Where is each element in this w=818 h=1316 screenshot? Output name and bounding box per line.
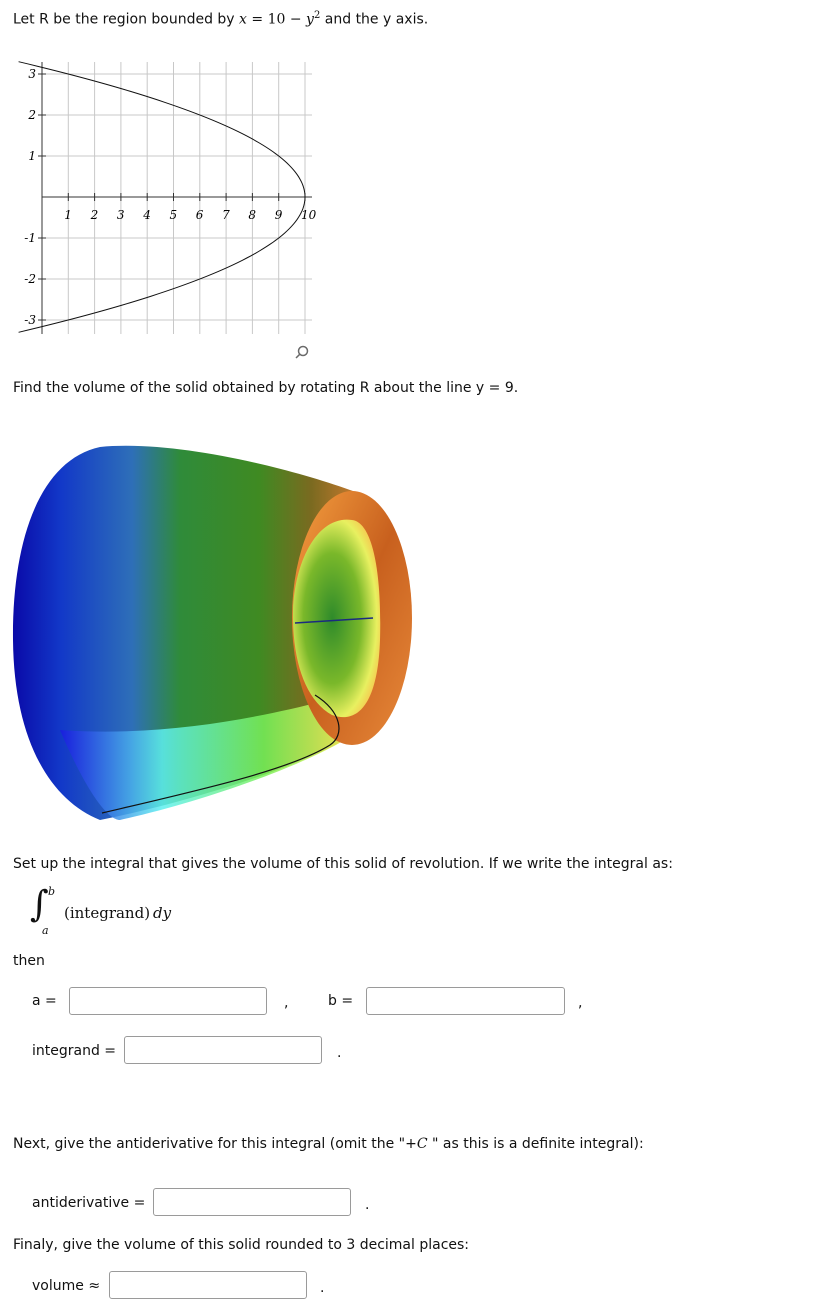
volume-input[interactable] bbox=[109, 1271, 307, 1299]
x-tick-label: 9 bbox=[274, 208, 283, 222]
setup-instructions: Set up the integral that gives the volume of this solid of revolution. If we write the integral as: bbox=[13, 856, 673, 872]
integrand-label: integrand = bbox=[32, 1043, 117, 1059]
a-input[interactable] bbox=[69, 987, 267, 1015]
x-tick-label: 8 bbox=[248, 208, 257, 222]
x-tick-labels bbox=[64, 208, 316, 222]
y-tick-label: 1 bbox=[28, 149, 36, 163]
x-tick-label: 1 bbox=[64, 208, 72, 222]
comma-after-b: , bbox=[578, 995, 583, 1011]
period-after-volume: . bbox=[320, 1280, 325, 1296]
region-graph bbox=[0, 55, 330, 365]
intro-prefix: Let R be the region bounded by bbox=[13, 11, 240, 28]
x-tick-label: 4 bbox=[143, 208, 151, 222]
b-label: b = bbox=[328, 993, 354, 1009]
graph-axes bbox=[42, 62, 312, 334]
intro-eq-exp: 2 bbox=[313, 10, 321, 21]
antiderivative-input[interactable] bbox=[153, 1188, 351, 1216]
graph-grid bbox=[42, 62, 312, 334]
intro-suffix: and the y axis. bbox=[320, 11, 429, 28]
integrand-text: (integrand) bbox=[64, 904, 151, 922]
y-tick-label: -2 bbox=[24, 272, 36, 286]
integral-sign: ∫ bbox=[30, 884, 49, 925]
y-tick-labels bbox=[24, 67, 36, 327]
rotation-question: Find the volume of the solid obtained by rotating R about the line y = 9. bbox=[13, 380, 519, 396]
period-after-antiderivative: . bbox=[365, 1197, 370, 1213]
antiderivative-text-prefix: Next, give the antiderivative for this integral (omit the "+ bbox=[13, 1136, 417, 1152]
x-tick-label: 6 bbox=[195, 208, 204, 222]
magnifier-icon[interactable] bbox=[296, 347, 308, 359]
comma-after-a: , bbox=[284, 995, 289, 1011]
y-tick-label: -1 bbox=[24, 231, 36, 245]
y-tick-label: -3 bbox=[24, 313, 36, 327]
x-tick-label: 7 bbox=[222, 208, 230, 222]
volume-instructions: Finaly, give the volume of this solid rounded to 3 decimal places: bbox=[13, 1237, 470, 1253]
y-tick-label: 2 bbox=[28, 108, 36, 122]
antiderivative-text-suffix: " as this is a definite integral): bbox=[427, 1136, 644, 1152]
x-tick-label: 10 bbox=[301, 208, 317, 222]
integral-lower-limit: a bbox=[42, 924, 49, 937]
x-tick-label: 2 bbox=[90, 208, 99, 222]
y-tick-label: 3 bbox=[28, 67, 36, 81]
antiderivative-instructions bbox=[13, 1136, 644, 1152]
antiderivative-label: antiderivative = bbox=[32, 1195, 146, 1211]
integral-upper-limit: b bbox=[48, 885, 56, 898]
b-input[interactable] bbox=[366, 987, 565, 1015]
constant-c: C bbox=[416, 1136, 428, 1152]
integrand-input[interactable] bbox=[124, 1036, 322, 1064]
then-text: then bbox=[13, 953, 45, 969]
intro-eq-lhs: x bbox=[239, 11, 247, 28]
intro-eq-mid: = 10 − bbox=[246, 11, 307, 28]
problem-intro bbox=[13, 10, 428, 28]
solid-of-revolution-image bbox=[0, 425, 430, 835]
volume-label: volume ≈ bbox=[32, 1278, 101, 1294]
integral-expression bbox=[30, 885, 250, 940]
period-after-integrand: . bbox=[337, 1045, 342, 1061]
intro-eq-var: y bbox=[306, 11, 314, 28]
x-tick-label: 5 bbox=[169, 208, 178, 222]
differential: dy bbox=[153, 904, 172, 922]
x-tick-label: 3 bbox=[116, 208, 125, 222]
a-label: a = bbox=[32, 993, 57, 1009]
